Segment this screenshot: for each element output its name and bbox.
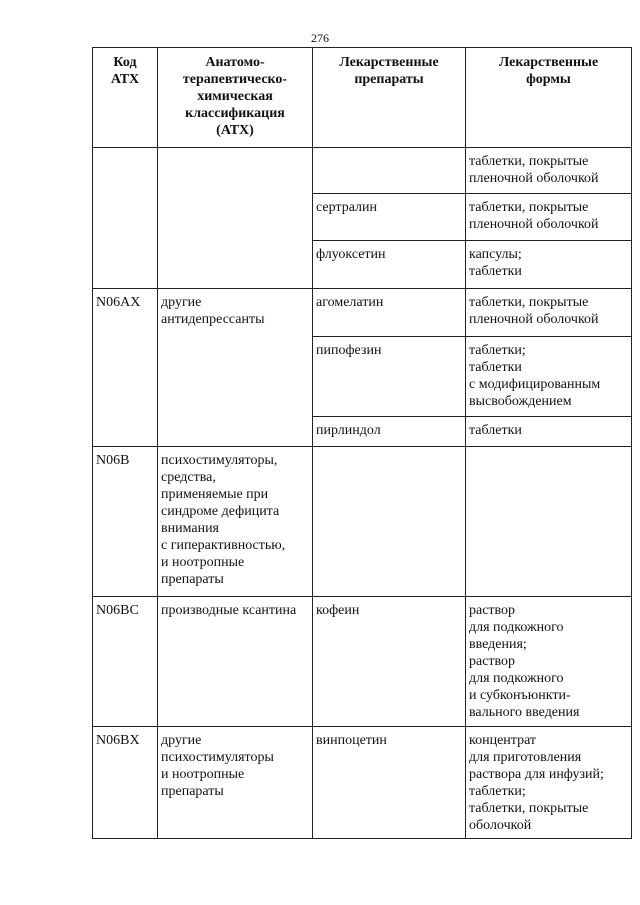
code-cell: N06BX [93, 727, 158, 839]
drug-cell: сертралин [313, 194, 466, 241]
drug-cell: пипофезин [313, 337, 466, 417]
classification-cell: другие психостимуляторы и ноотропные препараты [158, 727, 313, 839]
drug-cell: пирлиндол [313, 417, 466, 447]
classification-cell: производные ксантина [158, 597, 313, 727]
form-cell: концентрат для приготовления раствора для инфузий; таблетки; таблетки, покрытые оболочкой [466, 727, 632, 839]
atc-table [92, 47, 632, 839]
form-cell [466, 447, 632, 597]
code-cell: N06B [93, 447, 158, 597]
code-cell [93, 148, 158, 289]
drug-cell: флуоксетин [313, 241, 466, 289]
drug-cell: винпоцетин [313, 727, 466, 839]
table-row [93, 727, 632, 839]
form-cell: таблетки [466, 417, 632, 447]
classification-cell: другие антидепрессанты [158, 289, 313, 447]
form-cell: таблетки, покрытые пленочной оболочкой [466, 194, 632, 241]
code-cell: N06BC [93, 597, 158, 727]
form-cell: таблетки; таблетки с модифицированным высвобождением [466, 337, 632, 417]
form-cell: капсулы; таблетки [466, 241, 632, 289]
form-cell: раствор для подкожного введения; раствор для подкожного и субконъюнкти- вального введения [466, 597, 632, 727]
classification-cell [158, 148, 313, 289]
header-code: Код АТХ [93, 48, 158, 148]
classification-cell: психостимуляторы, средства, применяемые при синдроме дефицита внимания с гиперактивностью, и ноотропные препараты [158, 447, 313, 597]
form-cell: таблетки, покрытые пленочной оболочкой [466, 148, 632, 194]
drug-cell [313, 148, 466, 194]
header-classification: Анатомо- терапевтическо- химическая классификация (АТХ) [158, 48, 313, 148]
header-drugs: Лекарственные препараты [313, 48, 466, 148]
drug-cell [313, 447, 466, 597]
header-row [93, 48, 632, 148]
table-row [93, 289, 632, 337]
drug-cell: агомелатин [313, 289, 466, 337]
table-row [93, 597, 632, 727]
drug-cell: кофеин [313, 597, 466, 727]
header-forms: Лекарственные формы [466, 48, 632, 148]
form-cell: таблетки, покрытые пленочной оболочкой [466, 289, 632, 337]
code-cell: N06AX [93, 289, 158, 447]
page-number: 276 [311, 31, 329, 45]
table-row [93, 148, 632, 194]
table-row [93, 447, 632, 597]
